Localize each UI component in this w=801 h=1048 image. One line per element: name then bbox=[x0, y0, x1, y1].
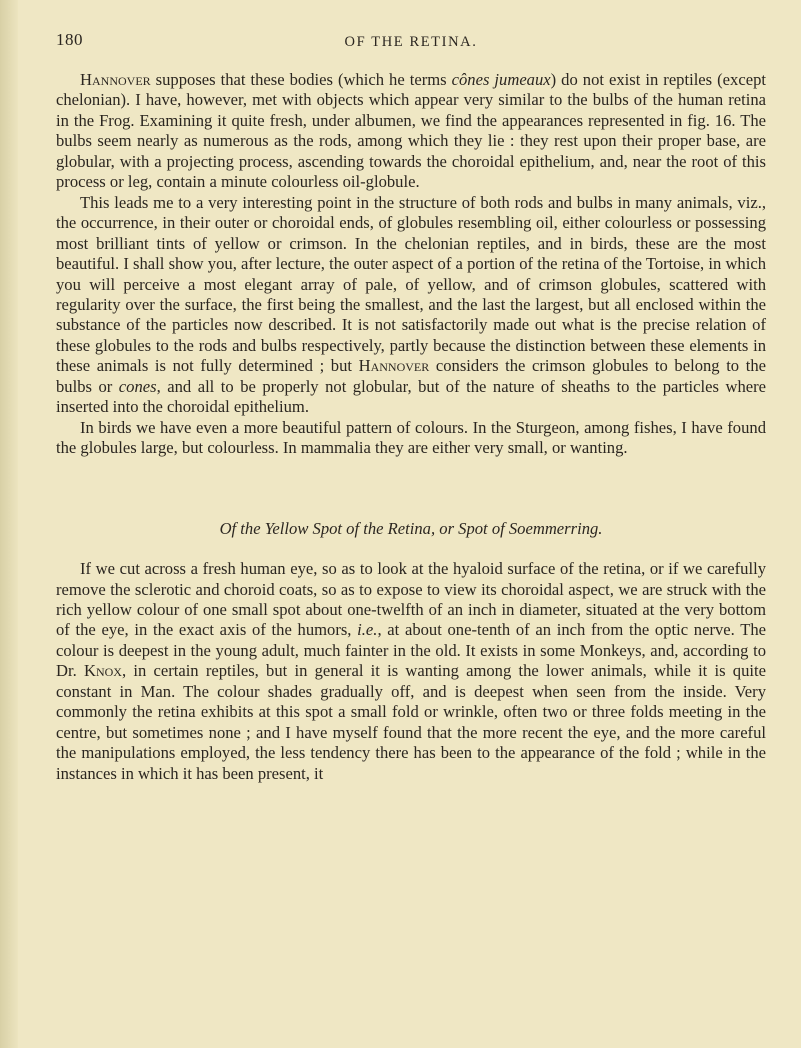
text-run: This leads me to a very interesting point in the structure of both rods and bulbs in many animals, viz., the occurrence, in their outer or choroidal ends, of globules resembling oil, either colourless or possessing most brilliant tints of yellow or crimson. In the chelonian reptiles, and in birds, these are the most beautiful. I shall show you, after lecture, the outer aspect of a portion of the retina of the Tortoise, in which you will perceive a most elegant array of pale, of yellow, and of crimson globules, scattered with regularity over the surface, the first being the smallest, and the last the largest, but all enclosed within the substance of the particles now described. It is not satisfactorily made out what is the precise relation of these globules to the rods and bulbs respectively, partly because the distinction between these elements in these animals is not fully determined ; but bbox=[56, 192, 766, 376]
author-name: Hannover bbox=[358, 356, 430, 376]
running-head bbox=[56, 30, 766, 56]
page-number: 180 bbox=[56, 30, 83, 49]
text-run: , and all to be properly not globular, but of the nature of sheaths to the particles where inserted into the choroidal epithelium. bbox=[56, 376, 767, 417]
running-title: OF THE RETINA. bbox=[344, 34, 478, 50]
paragraph bbox=[56, 418, 766, 459]
paragraph bbox=[56, 193, 766, 418]
text-run: , in certain reptiles, but in general it is wanting among the lower animals, while it is quite constant in Man. The colour shades gradually off, and is deepest when seen from the inside. Very commonly the retina exhibits at this spot a small fold or wrinkle, often two or three folds meeting in the centre, but sometimes none ; and I have myself found that the more recent the eye, and the more careful the manipulations employed, the less tendency there has been to the appearance of the fold ; while in the instances in which it has been present, it bbox=[56, 661, 766, 783]
text-run: If we cut across a fresh human eye, so as to look at the hyaloid surface of the retina, or if we carefully remove the sclerotic and choroid coats, so as to expose to view its choroidal aspect, we are struck with the rich yellow colour of one small spot about one-twelfth of an inch in diameter, situated at the very bottom of the eye, in the exact axis of the humors, bbox=[56, 559, 766, 640]
italic-text: cones bbox=[118, 376, 157, 396]
italic-text: i.e. bbox=[357, 620, 378, 640]
author-name: Hannover bbox=[80, 70, 151, 89]
text-run: In birds we have even a more beautiful pattern of colours. In the Sturgeon, among fishes, I have found the globules large, but colourless. In mammalia they are either very small, or wanting. bbox=[56, 417, 766, 458]
text-run: ) do not exist in reptiles (except chelonian). I have, however, met with objects which appear very similar to the bulbs of the human retina in the Frog. Examining it quite fresh, under albumen, we find the appearances represented in fig. 16. The bulbs seem nearly as numerous as the rods, among which they lie : they rest upon their proper base, are globular, with a projecting process, ascending towards the choroidal epithelium, and, near the root of this process or leg, contain a minute colourless oil-globule. bbox=[56, 70, 766, 192]
text-run: supposes that these bodies (which he terms bbox=[150, 70, 452, 89]
book-page bbox=[56, 30, 766, 784]
paragraph bbox=[56, 70, 766, 193]
text-run: , at about one-tenth of an inch from the optic nerve. The colour is deepest in the young adult, much fainter in the old. It exists in some Monkeys, and, according to Dr. bbox=[56, 620, 766, 681]
paragraph bbox=[56, 559, 766, 784]
text-run: considers the crimson globules to belong to the bulbs or bbox=[56, 356, 766, 396]
page-gutter bbox=[0, 0, 18, 1048]
italic-text: cônes jumeaux bbox=[451, 70, 551, 89]
author-name: Knox bbox=[83, 661, 122, 681]
section-heading: Of the Yellow Spot of the Retina, or Spot of Soemmerring. bbox=[219, 518, 603, 538]
